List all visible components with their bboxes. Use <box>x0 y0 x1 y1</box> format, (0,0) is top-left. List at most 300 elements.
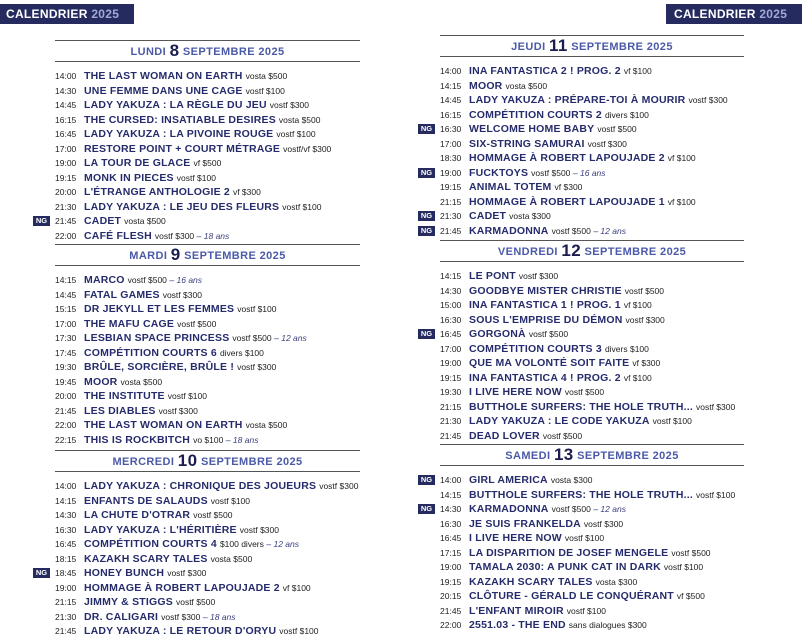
screening-row <box>55 331 360 346</box>
age-restriction: – 16 ans <box>572 167 606 178</box>
screening-row <box>420 327 744 342</box>
calendar-header-tab-left <box>0 4 134 24</box>
screening-info: vostf $300 <box>319 481 359 491</box>
screening-time: 19:00 <box>55 582 77 593</box>
screening-row <box>55 433 360 448</box>
screening-row <box>440 356 744 371</box>
ng-badge: NG <box>418 168 435 178</box>
screening-row <box>55 581 360 596</box>
day-number: 9 <box>170 245 181 264</box>
ng-badge: NG <box>418 475 435 485</box>
screening-time: 21:30 <box>440 416 462 426</box>
screening-info: vostf $300 <box>162 289 202 300</box>
film-title: JIMMY & STIGGS <box>84 596 173 608</box>
film-title: MOOR <box>469 79 503 92</box>
screening-row <box>55 317 360 332</box>
screening-row <box>55 113 360 128</box>
screening-info: vostf $100 <box>282 201 322 212</box>
screening-row <box>35 566 360 581</box>
screening-row <box>55 84 360 99</box>
age-restriction: – 12 ans <box>593 504 626 514</box>
screening-info: vostf $100 <box>663 562 704 572</box>
age-restriction: – 18 ans <box>196 230 230 241</box>
film-title: LE PONT <box>469 270 516 282</box>
film-title: INA FANTASTICA 1 ! PROG. 1 <box>469 299 621 311</box>
day-header <box>55 450 360 472</box>
screening-time: 14:15 <box>55 275 77 285</box>
screening-row <box>55 610 360 625</box>
screening-info: divers $100 <box>604 109 649 120</box>
screening-info: vostf $500 <box>564 387 605 397</box>
screening-info: vostf $500 <box>671 547 711 558</box>
age-restriction: – 18 ans <box>202 611 236 622</box>
ng-badge: NG <box>33 568 50 578</box>
day-weekday: VENDREDI <box>497 246 558 258</box>
day-header <box>55 244 360 266</box>
screening-time: 14:30 <box>440 285 462 296</box>
day-number: 12 <box>561 241 582 260</box>
screening-info: vosta $500 <box>278 114 321 125</box>
screening-row <box>55 200 360 215</box>
screening-time: 21:45 <box>440 225 462 236</box>
day-weekday: JEUDI <box>511 41 546 53</box>
film-title: INA FANTASTICA 4 ! PROG. 2 <box>469 371 621 384</box>
film-title: LADY YAKUZA : PRÉPARE-TOI À MOURIR <box>469 94 686 106</box>
film-title: ENFANTS DE SALAUDS <box>84 494 208 507</box>
day-header <box>55 40 360 62</box>
calendar-label: CALENDRIER <box>674 7 756 21</box>
screening-time: 16:45 <box>55 129 77 139</box>
film-title: MARCO <box>84 274 125 286</box>
screening-time: 14:00 <box>440 66 462 76</box>
screening-row <box>420 473 744 488</box>
screening-time: 21:30 <box>55 611 77 622</box>
screening-row <box>440 531 744 546</box>
film-title: CADET <box>84 215 122 227</box>
screening-time: 15:00 <box>440 300 462 310</box>
screening-row <box>440 108 744 123</box>
day-number: 10 <box>177 451 198 470</box>
screening-time: 16:15 <box>440 109 462 120</box>
film-title: THE CURSED: INSATIABLE DESIRES <box>84 113 276 126</box>
calendar-year: 2025 <box>91 7 120 21</box>
screening-row <box>55 552 360 567</box>
screening-row <box>440 342 744 357</box>
film-title: KAZAKH SCARY TALES <box>469 575 593 588</box>
screening-row <box>55 185 360 200</box>
screening-time: 21:15 <box>440 196 462 207</box>
screening-info: vostf $500 <box>232 333 272 343</box>
day-weekday: LUNDI <box>130 46 167 58</box>
screening-info: vostf $100 <box>176 172 216 183</box>
screening-row <box>440 269 744 284</box>
screening-time: 16:30 <box>55 524 77 535</box>
screening-info: vostf $300 <box>518 271 559 281</box>
screening-row <box>55 537 360 552</box>
screening-info: divers $100 <box>219 347 264 358</box>
screening-time: 22:00 <box>55 230 77 241</box>
age-restriction: – 18 ans <box>225 434 259 445</box>
day-section-jeudi <box>420 35 744 238</box>
screening-row <box>440 589 744 604</box>
screening-row <box>440 400 744 415</box>
screening-info: vosta $500 <box>245 71 288 81</box>
film-title: LES DIABLES <box>84 404 156 417</box>
film-title: 2551.03 - THE END <box>469 619 566 631</box>
ng-badge: NG <box>418 329 435 339</box>
screening-info: vf $300 <box>232 187 261 197</box>
screening-info: vf $500 <box>193 158 222 168</box>
screening-info: vostf $300 <box>154 230 195 241</box>
screening-info: vostf $500 <box>597 124 637 134</box>
ng-badge: NG <box>33 216 50 226</box>
screening-time: 18:15 <box>55 553 77 564</box>
screening-time: 21:45 <box>440 430 462 441</box>
screening-row <box>440 195 744 210</box>
screening-info: vostf $500 <box>175 597 216 607</box>
film-title: CLÔTURE - GÉRALD LE CONQUÉRANT <box>469 590 674 602</box>
age-restriction: – 16 ans <box>169 275 203 285</box>
screening-info: vostf $300 <box>688 95 728 105</box>
film-title: GIRL AMERICA <box>469 474 548 486</box>
day-number: 8 <box>169 41 180 60</box>
ng-badge: NG <box>418 211 435 221</box>
screening-time: 14:15 <box>55 495 77 506</box>
screening-info: vostf $300 <box>167 568 207 578</box>
screening-row <box>440 560 744 575</box>
screening-info: vostf $100 <box>279 626 319 636</box>
screening-row <box>440 385 744 400</box>
screening-row <box>440 517 744 532</box>
film-title: COMPÉTITION COURTS 2 <box>469 108 602 121</box>
film-title: LA CHUTE D'OTRAR <box>84 509 191 521</box>
screening-time: 18:45 <box>55 568 77 578</box>
screening-row <box>55 479 360 494</box>
screening-row <box>440 64 744 79</box>
screening-time: 19:30 <box>55 362 77 372</box>
screening-list <box>420 64 744 238</box>
screening-info: vostf $300 <box>158 405 198 416</box>
screening-row <box>440 93 744 108</box>
screening-time: 22:00 <box>55 420 77 430</box>
day-header <box>440 240 744 262</box>
age-restriction: – 12 ans <box>274 333 307 343</box>
screening-time: 21:45 <box>55 405 77 416</box>
film-title: KARMADONNA <box>469 503 549 515</box>
screening-time: 20:15 <box>440 591 462 601</box>
film-title: BUTTHOLE SURFERS: THE HOLE TRUTH... <box>469 488 693 501</box>
screening-row <box>55 360 360 375</box>
film-title: LADY YAKUZA : LA PIVOINE ROUGE <box>84 128 274 140</box>
screening-info: vostf $300 <box>237 362 277 372</box>
day-header <box>440 444 744 466</box>
screening-info: vostf $300 <box>269 100 310 110</box>
film-title: RESTORE POINT + COURT MÉTRAGE <box>84 142 281 155</box>
screening-info: vostf $100 <box>210 495 251 506</box>
film-title: HONEY BUNCH <box>84 567 165 579</box>
screening-row <box>440 371 744 386</box>
screening-row <box>55 288 360 303</box>
film-title: COMPÉTITION COURTS 3 <box>469 342 602 355</box>
film-title: LA DISPARITION DE JOSEF MENGELE <box>469 546 669 559</box>
film-title: KARMADONNA <box>469 224 549 237</box>
day-section-vendredi <box>420 240 744 443</box>
screening-info: vf $100 <box>667 153 696 163</box>
screening-info: vostf $100 <box>564 533 605 543</box>
film-title: LADY YAKUZA : LE CODE YAKUZA <box>469 415 650 427</box>
screening-info: vostf $300 <box>161 611 201 622</box>
screening-list <box>35 479 360 639</box>
age-restriction: – 12 ans <box>593 225 626 236</box>
day-weekday: MERCREDI <box>112 456 175 468</box>
film-title: ANIMAL TOTEM <box>469 181 552 193</box>
screening-time: 14:15 <box>440 80 462 91</box>
film-title: LADY YAKUZA : LE RETOUR D'ORYU <box>84 625 277 637</box>
screening-time: 16:30 <box>440 518 462 529</box>
screening-time: 14:45 <box>55 100 77 110</box>
day-number: 11 <box>549 36 568 55</box>
screening-row <box>420 122 744 137</box>
film-title: DR. CALIGARI <box>84 610 159 623</box>
screening-info: vosta $500 <box>120 376 163 387</box>
screening-time: 17:00 <box>440 138 462 149</box>
screening-info: vostf/vf $300 <box>283 143 332 154</box>
screening-time: 21:30 <box>440 211 462 221</box>
screening-time: 14:00 <box>440 475 462 485</box>
screening-time: 19:45 <box>55 376 77 387</box>
screening-info: vostf $100 <box>276 129 316 139</box>
day-header <box>440 35 744 57</box>
screening-time: 16:30 <box>440 124 462 134</box>
screening-time: 21:15 <box>55 597 77 607</box>
screening-time: 22:00 <box>440 620 462 630</box>
screening-row <box>55 418 360 433</box>
screening-list <box>55 273 360 447</box>
screening-time: 19:00 <box>440 358 462 368</box>
film-title: COMPÉTITION COURTS 4 <box>84 538 217 550</box>
screening-row <box>55 273 360 288</box>
screening-time: 19:30 <box>440 387 462 397</box>
screening-time: 17:00 <box>440 343 462 354</box>
screening-row <box>55 595 360 610</box>
screening-info: vostf $300 <box>583 518 624 529</box>
film-title: MONK IN PIECES <box>84 171 174 184</box>
screening-row <box>440 313 744 328</box>
calendar-header-tab-right <box>666 4 802 24</box>
film-title: I LIVE HERE NOW <box>469 386 562 398</box>
screening-row <box>440 137 744 152</box>
screening-time: 15:15 <box>55 304 77 314</box>
screening-time: 19:00 <box>55 158 77 168</box>
screening-info: vf $100 <box>623 300 652 310</box>
screening-row <box>440 604 744 619</box>
screening-info: vostf $500 <box>177 318 217 329</box>
film-title: L'ÉTRANGE ANTHOLOGIE 2 <box>84 186 230 198</box>
film-title: LADY YAKUZA : CHRONIQUE DES JOUEURS <box>84 480 317 492</box>
screening-info: vostf $100 <box>652 416 692 426</box>
film-title: BUTTHOLE SURFERS: THE HOLE TRUTH... <box>469 400 693 413</box>
film-title: QUE MA VOLONTÉ SOIT FAITE <box>469 357 630 369</box>
screening-time: 14:30 <box>55 510 77 520</box>
screening-time: 16:45 <box>440 533 462 543</box>
film-title: MOOR <box>84 375 118 388</box>
screening-info: vosta $300 <box>595 576 638 587</box>
day-section-mardi <box>55 244 360 447</box>
screening-info: vostf $500 <box>551 225 591 236</box>
screening-time: 19:00 <box>440 562 462 572</box>
screening-row <box>420 502 744 517</box>
screening-time: 17:45 <box>55 347 77 358</box>
screening-info: $100 divers <box>219 539 264 549</box>
screening-row <box>55 98 360 113</box>
film-title: LADY YAKUZA : LA RÈGLE DU JEU <box>84 99 267 111</box>
film-title: L'ENFANT MIROIR <box>469 604 564 617</box>
day-month: SEPTEMBRE 2025 <box>182 46 285 58</box>
film-title: INA FANTASTICA 2 ! PROG. 2 <box>469 65 621 77</box>
screening-info: vf $100 <box>623 372 652 383</box>
screening-row <box>55 302 360 317</box>
screening-info: vosta $300 <box>550 475 593 485</box>
film-title: CAFÉ FLESH <box>84 229 152 242</box>
screening-time: 18:30 <box>440 153 462 163</box>
screening-row <box>440 298 744 313</box>
screening-info: vosta $500 <box>210 553 253 564</box>
film-title: SIX-STRING SAMURAI <box>469 137 585 150</box>
film-title: THE MAFU CAGE <box>84 317 175 330</box>
calendar-year: 2025 <box>759 7 788 21</box>
screening-time: 19:15 <box>440 576 462 587</box>
screening-row <box>55 508 360 523</box>
day-month: SEPTEMBRE 2025 <box>200 456 303 468</box>
screening-time: 19:15 <box>440 372 462 383</box>
film-title: KAZAKH SCARY TALES <box>84 552 208 565</box>
screening-info: vostf $100 <box>167 391 207 401</box>
screening-time: 21:45 <box>440 605 462 616</box>
day-number: 13 <box>553 445 574 464</box>
screening-row <box>55 494 360 509</box>
screening-list <box>35 69 360 243</box>
film-title: THE LAST WOMAN ON EARTH <box>84 419 243 431</box>
screening-info: vostf $500 <box>528 329 569 339</box>
screening-time: 16:30 <box>440 314 462 325</box>
screening-time: 22:15 <box>55 434 77 445</box>
day-weekday: MARDI <box>129 250 168 262</box>
day-month: SEPTEMBRE 2025 <box>577 450 679 462</box>
screening-info: vf $100 <box>667 196 696 207</box>
film-title: FUCKTOYS <box>469 166 529 179</box>
ng-badge: NG <box>418 504 435 514</box>
film-title: COMPÉTITION COURTS 6 <box>84 346 217 359</box>
screening-info: vostf $500 <box>193 510 233 520</box>
film-title: FATAL GAMES <box>84 288 160 301</box>
screening-time: 14:45 <box>55 289 77 300</box>
screening-time: 21:45 <box>55 216 77 226</box>
screening-info: vostf $100 <box>245 85 285 96</box>
screening-info: vostf $300 <box>625 314 665 325</box>
screening-row <box>55 171 360 186</box>
film-title: GORGONÀ <box>469 328 526 340</box>
screening-row <box>440 618 744 633</box>
film-title: BRÛLE, SORCIÈRE, BRÛLE ! <box>84 361 235 373</box>
calendar-label: CALENDRIER <box>6 7 88 21</box>
screening-row <box>440 180 744 195</box>
screening-time: 14:15 <box>440 271 462 281</box>
screening-row <box>55 142 360 157</box>
film-title: LESBIAN SPACE PRINCESS <box>84 332 230 344</box>
screening-time: 19:00 <box>440 167 462 178</box>
screening-info: divers $100 <box>604 343 649 354</box>
screening-time: 14:15 <box>440 489 462 500</box>
film-title: I LIVE HERE NOW <box>469 532 562 544</box>
screening-info: vf $300 <box>632 358 661 368</box>
screening-list <box>420 269 744 443</box>
screening-row <box>55 375 360 390</box>
film-title: TAMALA 2030: A PUNK CAT IN DARK <box>469 561 661 573</box>
film-title: WELCOME HOME BABY <box>469 123 595 135</box>
screening-info: vosta $500 <box>505 80 548 91</box>
screening-row <box>55 624 360 639</box>
screening-row <box>55 229 360 244</box>
film-title: THE LAST WOMAN ON EARTH <box>84 70 243 82</box>
screening-info: vostf $500 <box>551 504 591 514</box>
screening-time: 16:15 <box>55 114 77 125</box>
film-title: HOMMAGE À ROBERT LAPOUJADE 2 <box>84 581 280 594</box>
screening-row <box>440 575 744 590</box>
screening-time: 21:45 <box>55 626 77 636</box>
film-title: LADY YAKUZA : LE JEU DES FLEURS <box>84 200 280 213</box>
film-title: DEAD LOVER <box>469 429 540 442</box>
screening-info: vostf $500 <box>127 275 167 285</box>
screening-list <box>420 473 744 633</box>
screening-time: 20:00 <box>55 391 77 401</box>
screening-info: vostf $500 <box>542 430 583 441</box>
screening-row <box>440 151 744 166</box>
screening-time: 14:00 <box>55 71 77 81</box>
screening-time: 20:00 <box>55 187 77 197</box>
film-title: THE INSTITUTE <box>84 390 165 402</box>
screening-row <box>55 404 360 419</box>
screening-row <box>55 389 360 404</box>
screening-time: 19:15 <box>440 182 462 192</box>
film-title: CADET <box>469 210 507 222</box>
screening-info: vostf $300 <box>587 138 627 149</box>
screening-info: vosta $500 <box>124 216 166 226</box>
screening-info: vostf $300 <box>696 401 736 412</box>
screening-info: vostf $100 <box>237 304 277 314</box>
screening-time: 21:15 <box>440 401 462 412</box>
screening-time: 19:15 <box>55 172 77 183</box>
screening-row <box>420 224 744 239</box>
screening-time: 17:00 <box>55 143 77 154</box>
screening-info: vostf $500 <box>531 167 571 178</box>
screening-row <box>440 546 744 561</box>
screening-info: vostf $100 <box>696 489 736 500</box>
day-month: SEPTEMBRE 2025 <box>184 250 286 262</box>
film-title: GOODBYE MISTER CHRISTIE <box>469 284 622 297</box>
screening-time: 14:00 <box>55 481 77 491</box>
screening-row <box>420 166 744 181</box>
film-title: HOMMAGE À ROBERT LAPOUJADE 1 <box>469 195 665 208</box>
screening-info: vf $300 <box>554 182 583 192</box>
ng-badge: NG <box>418 226 435 236</box>
film-title: LADY YAKUZA : L'HÉRITIÈRE <box>84 523 237 536</box>
age-restriction: – 12 ans <box>266 539 300 549</box>
ng-badge: NG <box>418 124 435 134</box>
film-title: UNE FEMME DANS UNE CAGE <box>84 84 243 97</box>
film-title: LA TOUR DE GLACE <box>84 157 191 169</box>
screening-info: vostf $500 <box>624 285 665 296</box>
screening-info: vf $100 <box>623 66 652 76</box>
